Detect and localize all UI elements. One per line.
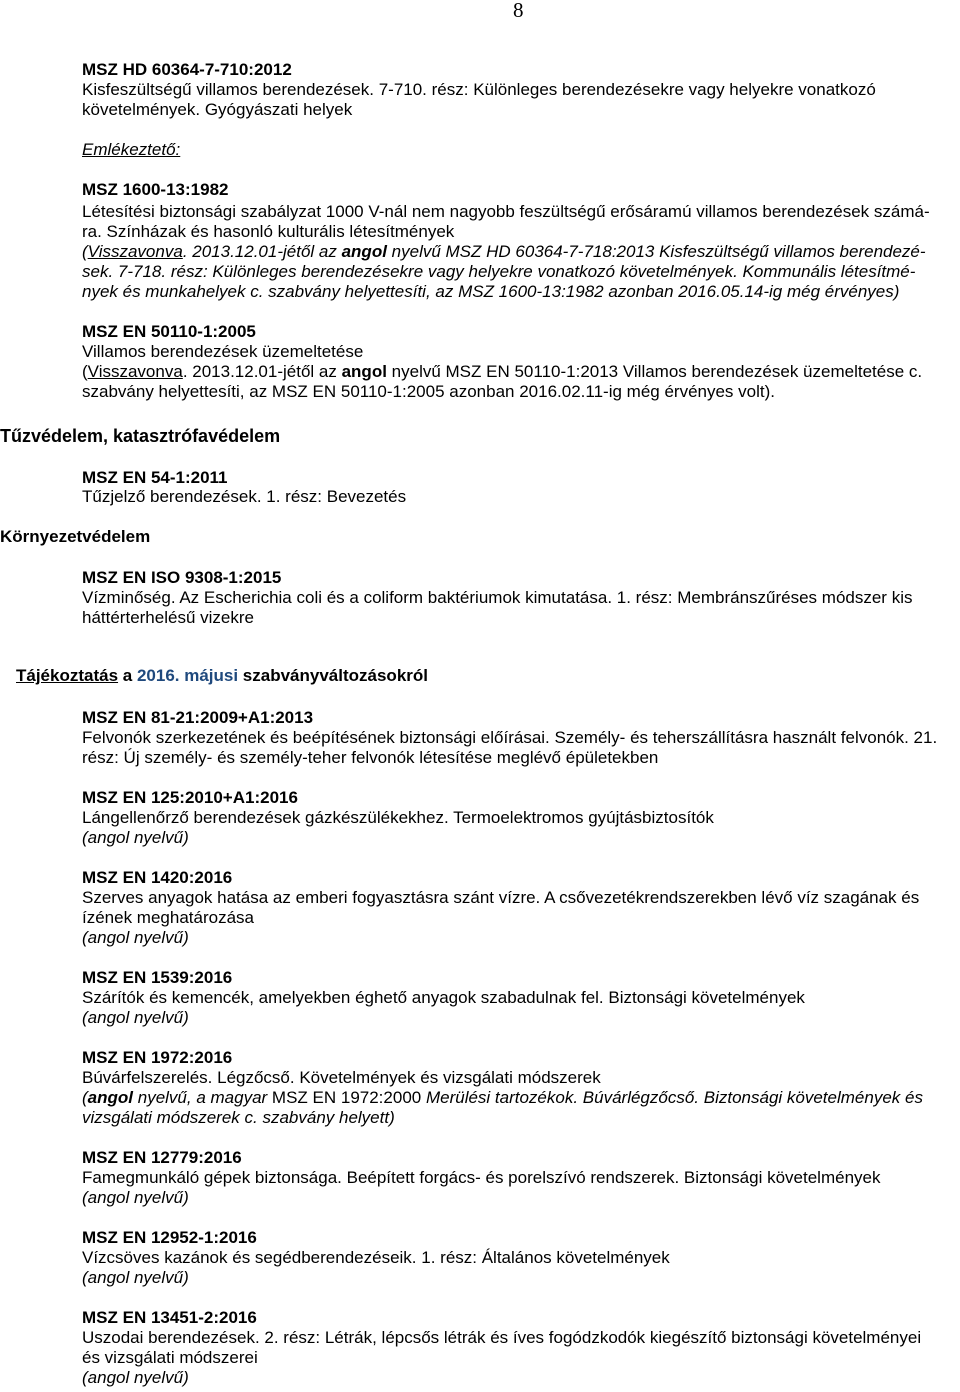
standard-title-line: háttérterhelésű vizekre bbox=[82, 608, 254, 627]
standard-title-line: Felvonók szerkezetének és beépítésének biztonsági előírásai. Személy- és teherszállításra használt felvonók. 21. bbox=[82, 728, 938, 747]
standard-code: MSZ EN 125:2010+A1:2016 bbox=[82, 788, 298, 807]
standard-entry bbox=[82, 60, 876, 120]
standard-title-line: Vízcsöves kazánok és segédberendezéseik. 1. rész: Általános követelmények bbox=[82, 1248, 670, 1267]
language-label: angol bbox=[341, 242, 387, 261]
note-text: nyelvű MSZ HD 60364-7-718:2013 Kisfeszültségű villamos berendezé- bbox=[386, 242, 926, 261]
language-note: (angol nyelvű) bbox=[82, 1008, 189, 1027]
standard-code: MSZ EN 12779:2016 bbox=[82, 1148, 242, 1167]
withdrawal-note-line: sek. 7-718. rész: Különleges berendezésekre vagy helyekre vonatkozó követelmények. Kommunális létesítmé- bbox=[82, 262, 916, 281]
standard-code: MSZ EN 54-1:2011 bbox=[82, 468, 228, 487]
standard-entry bbox=[82, 1048, 923, 1128]
standard-entry bbox=[82, 968, 805, 1028]
standard-title-line: és vizsgálati módszerei bbox=[82, 1348, 258, 1367]
section-heading-environment: Környezetvédelem bbox=[0, 527, 151, 546]
standard-code: MSZ EN ISO 9308-1:2015 bbox=[82, 568, 282, 587]
withdrawal-note bbox=[82, 242, 930, 262]
withdrawal-note-line: szabvány helyettesíti, az MSZ EN 50110-1:2005 azonban 2016.02.11-ig még érvényes volt). bbox=[82, 382, 775, 401]
standard-entry bbox=[82, 180, 930, 302]
standard-title-line: Szárítók és kemencék, amelyekben éghető anyagok szabadulnak fel. Biztonsági követelmények bbox=[82, 988, 805, 1007]
standard-entry bbox=[82, 1308, 921, 1388]
standard-title-line: Villamos berendezések üzemeltetése bbox=[82, 342, 364, 361]
standard-code: MSZ HD 60364-7-710:2012 bbox=[82, 60, 292, 79]
reminder-label: Emlékeztető: bbox=[82, 140, 181, 159]
replaced-standard-title: Merülési tartozékok. Búvárlégzőcső. Biztonsági követelmények és bbox=[421, 1088, 923, 1107]
heading-highlight: 2016. májusi bbox=[136, 666, 239, 685]
section-heading-may-changes bbox=[16, 666, 428, 686]
standard-title-line: Búvárfelszerelés. Légzőcső. Követelmények és vizsgálati módszerek bbox=[82, 1068, 601, 1087]
standard-title-line: rész: Új személy- és személy-teher felvonók létesítése meglévő épületekben bbox=[82, 748, 659, 767]
language-note: (angol nyelvű) bbox=[82, 928, 189, 947]
standard-title-line: Kisfeszültségű villamos berendezések. 7-710. rész: Különleges berendezésekre vagy helyekre vonatkozó bbox=[82, 80, 876, 99]
standard-title-line: Lángellenőrző berendezések gázkészülékekhez. Termoelektromos gyújtásbiztosítók bbox=[82, 808, 714, 827]
standard-title-line: követelmények. Gyógyászati helyek bbox=[82, 100, 353, 119]
standard-entry bbox=[82, 708, 937, 768]
standard-title-line: Szerves anyagok hatása az emberi fogyasztásra szánt vízre. A csővezetékrendszerekben lévő víz szagának és bbox=[82, 888, 920, 907]
standard-code: MSZ EN 1972:2016 bbox=[82, 1048, 233, 1067]
page-number: 8 bbox=[513, 0, 524, 22]
standard-title-line: Famegmunkáló gépek biztonsága. Beépített forgács- és porelszívó rendszerek. Biztonsági követelmények bbox=[82, 1168, 881, 1187]
note-text: . 2013.12.01-jétől az bbox=[182, 242, 342, 261]
note-text: nyelvű MSZ EN 50110-1:2013 Villamos berendezések üzemeltetése c. bbox=[386, 362, 923, 381]
language-label: angol bbox=[341, 362, 387, 381]
standard-code: MSZ EN 1420:2016 bbox=[82, 868, 233, 887]
withdrawn-label: Visszavonva bbox=[87, 242, 183, 261]
replacement-note bbox=[82, 1088, 923, 1108]
standard-entry bbox=[82, 322, 922, 402]
withdrawal-note bbox=[82, 362, 922, 382]
standard-entry bbox=[82, 1228, 670, 1288]
note-paren: ( bbox=[82, 362, 88, 381]
replacement-note-line: vizsgálati módszerek c. szabvány helyett) bbox=[82, 1108, 395, 1127]
standard-entry bbox=[82, 788, 714, 848]
standard-title-line: ra. Színházak és hasonló kulturális létesítmények bbox=[82, 222, 455, 241]
standard-entry bbox=[82, 568, 912, 628]
reminder-section bbox=[82, 140, 180, 160]
language-note: (angol nyelvű) bbox=[82, 828, 189, 847]
standard-entry bbox=[82, 868, 919, 948]
language-label: angol bbox=[87, 1088, 134, 1107]
standard-code: MSZ EN 81-21:2009+A1:2013 bbox=[82, 708, 314, 727]
replaced-standard-code: MSZ EN 1972:2000 bbox=[271, 1088, 422, 1107]
heading-part: a bbox=[118, 666, 137, 685]
note-text: . 2013.12.01-jétől az bbox=[182, 362, 342, 381]
withdrawn-label: Visszavonva bbox=[87, 362, 183, 381]
standard-title-line: Uszodai berendezések. 2. rész: Létrák, lépcsős létrák és íves fogódzkodók kiegészítő biztonsági követelményei bbox=[82, 1328, 922, 1347]
section-heading-fire-protection: Tűzvédelem, katasztrófavédelem bbox=[0, 426, 281, 446]
note-text: nyelvű, a magyar bbox=[133, 1088, 272, 1107]
withdrawal-note-line: nyek és munkahelyek c. szabvány helyettesíti, az MSZ 1600-13:1982 azonban 2016.05.14-ig még érvényes) bbox=[82, 282, 900, 301]
heading-part: szabványváltozásokról bbox=[238, 666, 428, 685]
note-paren: ( bbox=[82, 1088, 88, 1107]
standard-code: MSZ 1600-13:1982 bbox=[82, 180, 229, 199]
heading-part: Tájékoztatás bbox=[16, 666, 119, 685]
language-note: (angol nyelvű) bbox=[82, 1268, 189, 1287]
note-paren: ( bbox=[82, 242, 88, 261]
standard-code: MSZ EN 12952-1:2016 bbox=[82, 1228, 257, 1247]
standard-entry bbox=[82, 468, 406, 507]
standard-entry bbox=[82, 1148, 880, 1208]
language-note: (angol nyelvű) bbox=[82, 1368, 189, 1387]
standard-title-line: ízének meghatározása bbox=[82, 908, 254, 927]
standard-code: MSZ EN 13451-2:2016 bbox=[82, 1308, 257, 1327]
standard-title-line: Vízminőség. Az Escherichia coli és a coliform baktériumok kimutatása. 1. rész: Membránszűréses módszer kis bbox=[82, 588, 913, 607]
standard-title-line: Tűzjelző berendezések. 1. rész: Bevezetés bbox=[82, 487, 407, 506]
standard-code: MSZ EN 50110-1:2005 bbox=[82, 322, 256, 341]
standard-code: MSZ EN 1539:2016 bbox=[82, 968, 233, 987]
language-note: (angol nyelvű) bbox=[82, 1188, 189, 1207]
standard-title-line: Létesítési biztonsági szabályzat 1000 V-nál nem nagyobb feszültségű erősáramú villamos berendezések számá- bbox=[82, 202, 930, 221]
